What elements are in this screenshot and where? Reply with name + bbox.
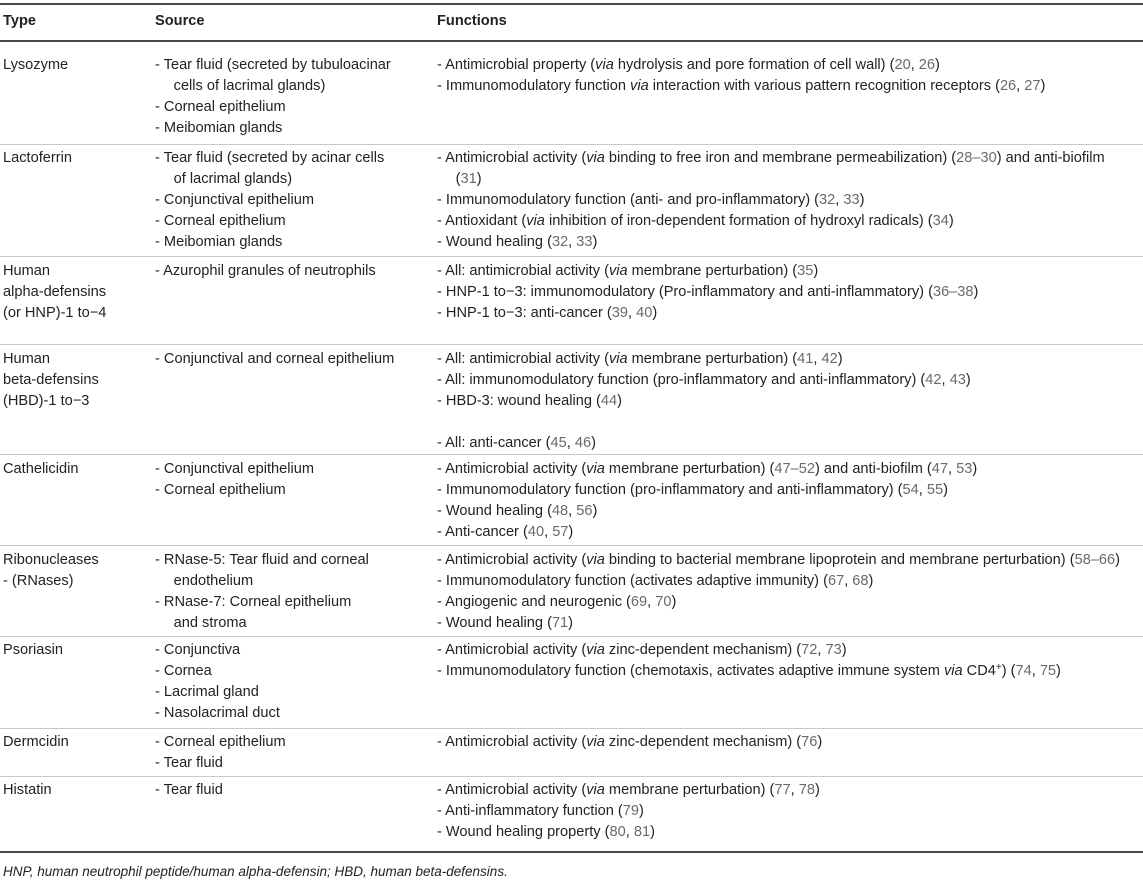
text-span: , [941, 372, 950, 388]
cell-line [437, 232, 1140, 253]
cell-line: alpha-defensins [3, 284, 107, 300]
text-span: - Immunomodulatory function (activates adaptive immunity) ( [437, 573, 828, 589]
cell-line: - RNase-5: Tear fluid and corneal [155, 552, 369, 568]
cell-line [437, 522, 1140, 543]
cell-line [437, 190, 1140, 211]
cell-line: - (RNases) [3, 573, 74, 589]
text-span: membrane perturbation) ( [604, 782, 775, 798]
table-footnote: HNP, human neutrophil peptide/human alpha-defensin; HBD, human beta-defensins. [3, 864, 508, 879]
citation-ref: 42 [925, 372, 942, 388]
cell-line: - RNase-7: Corneal epithelium [155, 594, 352, 610]
text-span: interaction with various pattern recognition receptors ( [648, 78, 1000, 94]
citation-ref: 20 [894, 57, 911, 73]
text-span: , [918, 482, 927, 498]
cell-line [437, 55, 1140, 76]
text-span: - Immunomodulatory function [437, 78, 631, 94]
italic-text: via [586, 734, 605, 750]
cell-line: and stroma [155, 615, 247, 631]
cell-line: - Lacrimal gland [155, 684, 259, 700]
cell-line: - Conjunctival epithelium [155, 192, 314, 208]
text-span: - Anti-inflammatory function ( [437, 803, 623, 819]
cell-line: - Conjunctival epithelium [155, 461, 314, 477]
citation-ref: 80 [609, 824, 626, 840]
text-span: zinc-dependent mechanism) ( [604, 734, 802, 750]
cell-line [437, 370, 1140, 391]
cell-source [155, 55, 425, 139]
cell-line: - Tear fluid (secreted by acinar cells [155, 150, 385, 166]
header-source: Source [155, 13, 205, 29]
row-divider [0, 776, 1143, 777]
text-span: ) [568, 615, 574, 631]
citation-ref: 26 [999, 78, 1017, 94]
citation-ref: 67 [827, 573, 845, 589]
text-span: ) [592, 234, 598, 250]
citation-ref: 26 [918, 57, 936, 73]
text-span: , [544, 524, 553, 540]
cell-functions [437, 780, 1140, 843]
text-span: - HBD-3: wound healing ( [437, 393, 601, 409]
cell-line: Histatin [3, 782, 52, 798]
text-span: ) [671, 594, 677, 610]
citation-ref: 68 [852, 573, 869, 589]
cell-line: - Corneal epithelium [155, 482, 286, 498]
cell-line [437, 433, 1140, 454]
citation-ref: 56 [576, 503, 593, 519]
citation-ref: 46 [574, 435, 592, 451]
text-span: membrane perturbation) ( [627, 351, 798, 367]
cell-line [437, 480, 1140, 501]
italic-text: via [595, 57, 614, 73]
text-span: , [1016, 78, 1025, 94]
citation-ref: 75 [1039, 663, 1057, 679]
cell-line: beta-defensins [3, 372, 99, 388]
cell-line: - Conjunctival and corneal epithelium [155, 351, 395, 367]
citation-ref: 47 [931, 461, 949, 477]
cell-line: (or HNP)-1 to−4 [3, 305, 107, 321]
text-span: inhibition of iron-dependent formation of hydroxyl radicals) ( [544, 213, 933, 229]
citation-ref: 77 [774, 782, 791, 798]
text-span: ) [868, 573, 874, 589]
citation-ref: 72 [801, 642, 818, 658]
text-span: CD4 [962, 663, 996, 679]
text-span: - Wound healing ( [437, 234, 552, 250]
text-span: , [817, 642, 826, 658]
text-span: zinc-dependent mechanism) ( [604, 642, 802, 658]
citation-ref: 70 [655, 594, 672, 610]
cell-line [437, 640, 1140, 661]
cell-type [3, 550, 143, 592]
row-divider [0, 545, 1143, 546]
text-span: - Antimicrobial activity ( [437, 734, 587, 750]
cell-type [3, 55, 143, 76]
cell-line: - Tear fluid [155, 782, 223, 798]
text-span: - HNP-1 to−3: immunomodulatory (Pro-inflammatory and anti-inflammatory) ( [437, 284, 933, 300]
row-divider [0, 256, 1143, 257]
row-divider [0, 454, 1143, 455]
citation-ref: 71 [551, 615, 569, 631]
cell-source [155, 732, 425, 774]
text-span: ) [972, 461, 978, 477]
cell-line [437, 801, 1140, 822]
cell-line: - Conjunctiva [155, 642, 241, 658]
cell-line [437, 391, 1140, 412]
cell-line [437, 732, 1140, 753]
text-span: , [568, 503, 577, 519]
text-span: , [647, 594, 656, 610]
cell-line: - Corneal epithelium [155, 213, 286, 229]
italic-text: via [943, 663, 963, 679]
cell-line: endothelium [155, 573, 254, 589]
text-span: - Wound healing property ( [437, 824, 610, 840]
italic-text: via [586, 782, 605, 798]
cell-line: - Corneal epithelium [155, 99, 286, 115]
citation-ref: 41 [797, 351, 814, 367]
citation-ref: 40 [527, 524, 545, 540]
text-span: - Immunomodulatory function (anti- and pro-inflammatory) ( [437, 192, 820, 208]
citation-ref: 78 [798, 782, 815, 798]
italic-text: via [586, 461, 605, 477]
text-span: ) [638, 803, 644, 819]
text-span: ) [1115, 552, 1121, 568]
text-span: ) ( [1001, 663, 1016, 679]
italic-text: via [608, 351, 628, 367]
text-span: ) and anti-biofilm [996, 150, 1105, 166]
citation-ref: 73 [825, 642, 842, 658]
superscript: + [995, 662, 1002, 673]
citation-ref: 34 [932, 213, 949, 229]
text-span: ) [948, 213, 954, 229]
cell-line: - Corneal epithelium [155, 734, 286, 750]
citation-ref: 47–52 [774, 461, 815, 477]
text-span: ) [935, 57, 940, 73]
cell-line: Lactoferrin [3, 150, 72, 166]
cell-source [155, 148, 425, 253]
row-divider [0, 728, 1143, 729]
citation-ref: 44 [600, 393, 618, 409]
text-span: ) [1056, 663, 1061, 679]
text-span: , [910, 57, 919, 73]
text-span: membrane perturbation) ( [604, 461, 775, 477]
text-span: ) [814, 782, 820, 798]
cell-source [155, 550, 425, 634]
cell-line [437, 613, 1140, 634]
text-span: , [790, 782, 799, 798]
cell-functions [437, 550, 1140, 634]
cell-type [3, 148, 143, 169]
cell-line: - Cornea [155, 663, 212, 679]
cell-functions [437, 55, 1140, 97]
cell-line [437, 211, 1140, 232]
cell-line: - Tear fluid [155, 755, 223, 771]
cell-line: Human [3, 351, 51, 367]
text-span: ) [617, 393, 622, 409]
text-span: , [835, 192, 844, 208]
text-span: - Angiogenic and neurogenic ( [437, 594, 631, 610]
citation-ref: 48 [551, 503, 569, 519]
citation-ref: 32 [551, 234, 569, 250]
citation-ref: 57 [552, 524, 569, 540]
cell-functions [437, 261, 1140, 324]
cell-source [155, 261, 425, 282]
text-span: binding to free iron and membrane permeabilization) ( [604, 150, 957, 166]
text-span: , [813, 351, 822, 367]
cell-line: Psoriasin [3, 642, 64, 658]
cell-line: Dermcidin [3, 734, 69, 750]
text-span: binding to bacterial membrane lipoprotein and membrane perturbation) ( [604, 552, 1075, 568]
cell-line: - Meibomian glands [155, 120, 283, 136]
citation-ref: 32 [819, 192, 836, 208]
citation-ref: 27 [1024, 78, 1041, 94]
header-type: Type [3, 13, 36, 29]
text-span: , [625, 824, 634, 840]
cell-line [437, 661, 1140, 682]
cell-functions [437, 148, 1140, 253]
italic-text: via [630, 78, 649, 94]
italic-text: via [586, 552, 605, 568]
text-span: ( [437, 171, 461, 187]
text-span: ) [650, 824, 655, 840]
cell-line [437, 282, 1140, 303]
citation-ref: 28–30 [956, 150, 997, 166]
text-span: membrane perturbation) ( [627, 263, 798, 279]
text-span: ) [476, 171, 482, 187]
citation-ref: 45 [550, 435, 567, 451]
text-span: ) [965, 372, 971, 388]
citation-ref: 69 [630, 594, 648, 610]
citation-ref: 31 [460, 171, 477, 187]
cell-type [3, 459, 143, 480]
citation-ref: 42 [821, 351, 838, 367]
text-span: , [568, 234, 577, 250]
text-span: ) [859, 192, 865, 208]
cell-line [437, 592, 1140, 613]
text-span: - All: antimicrobial activity ( [437, 263, 609, 279]
citation-ref: 53 [956, 461, 973, 477]
text-span: - All: anti-cancer ( [437, 435, 551, 451]
citation-ref: 81 [633, 824, 651, 840]
text-span: ) [592, 503, 598, 519]
cell-line: Lysozyme [3, 57, 69, 73]
cell-line [437, 822, 1140, 843]
citation-ref: 33 [576, 234, 593, 250]
text-span: - HNP-1 to−3: anti-cancer ( [437, 305, 612, 321]
citation-ref: 79 [622, 803, 639, 819]
cell-line [437, 261, 1140, 282]
citation-ref: 76 [801, 734, 818, 750]
text-span: - Wound healing ( [437, 503, 552, 519]
cell-functions [437, 640, 1140, 682]
row-divider [0, 144, 1143, 145]
cell-line [437, 550, 1140, 571]
cell-source [155, 349, 425, 370]
text-span: ) [1040, 78, 1046, 94]
cell-line: of lacrimal glands) [155, 171, 293, 187]
cell-line [437, 501, 1140, 522]
citation-ref: 58–66 [1074, 552, 1116, 568]
cell-type [3, 349, 143, 412]
text-span: ) [973, 284, 979, 300]
text-span: hydrolysis and pore formation of cell wall) ( [613, 57, 895, 73]
cell-line: - Nasolacrimal duct [155, 705, 280, 721]
table-bottom-rule [0, 851, 1143, 853]
cell-line [437, 349, 1140, 370]
citation-ref: 54 [902, 482, 919, 498]
cell-line [437, 303, 1140, 324]
text-span: ) [837, 351, 843, 367]
cell-functions [437, 459, 1140, 543]
cell-line [437, 76, 1140, 97]
cell-type [3, 780, 143, 801]
cell-functions [437, 732, 1140, 753]
cell-line [437, 459, 1140, 480]
cell-line [437, 780, 1140, 801]
text-span: - Antioxidant ( [437, 213, 527, 229]
text-span: ) [841, 642, 847, 658]
citation-ref: 33 [843, 192, 860, 208]
cell-line: Cathelicidin [3, 461, 79, 477]
italic-text: via [586, 642, 605, 658]
text-span: - Antimicrobial activity ( [437, 782, 587, 798]
text-span: - Immunomodulatory function (chemotaxis, activates adaptive immune system [437, 663, 944, 679]
cell-line [437, 169, 1140, 190]
cell-line: Ribonucleases [3, 552, 99, 568]
citation-ref: 74 [1015, 663, 1032, 679]
text-span: - Antimicrobial activity ( [437, 552, 587, 568]
italic-text: via [526, 213, 545, 229]
text-span: , [1031, 663, 1040, 679]
cell-source [155, 459, 425, 501]
cell-functions [437, 349, 1140, 454]
cell-type [3, 261, 143, 324]
header-functions: Functions [437, 13, 507, 29]
text-span: - Anti-cancer ( [437, 524, 528, 540]
cell-line: - Tear fluid (secreted by tubuloacinar [155, 57, 391, 73]
text-span: ) [813, 263, 819, 279]
cell-type [3, 640, 143, 661]
text-span: ) [652, 305, 658, 321]
citation-ref: 35 [797, 263, 814, 279]
text-span: - All: immunomodulatory function (pro-inflammatory and anti-inflammatory) ( [437, 372, 926, 388]
citation-ref: 36–38 [932, 284, 974, 300]
text-span: - Antimicrobial activity ( [437, 461, 587, 477]
text-span: ) [568, 524, 574, 540]
text-span: - Wound healing ( [437, 615, 552, 631]
text-span: , [628, 305, 637, 321]
citation-ref: 43 [949, 372, 966, 388]
row-divider [0, 344, 1143, 345]
cell-source [155, 780, 425, 801]
text-span: ) [817, 734, 823, 750]
cell-type [3, 732, 143, 753]
text-span: - Immunomodulatory function (pro-inflammatory and anti-inflammatory) ( [437, 482, 903, 498]
cell-line: - Azurophil granules of neutrophils [155, 263, 376, 279]
cell-line: - Meibomian glands [155, 234, 283, 250]
italic-text: via [608, 263, 628, 279]
cell-line [437, 148, 1140, 169]
citation-ref: 55 [926, 482, 944, 498]
cell-line: (HBD)-1 to−3 [3, 393, 90, 409]
citation-ref: 39 [611, 305, 629, 321]
text-span: - Antimicrobial activity ( [437, 642, 587, 658]
text-span: ) and anti-biofilm ( [815, 461, 932, 477]
cell-line [437, 412, 1140, 433]
cell-line [437, 571, 1140, 592]
italic-text: via [586, 150, 605, 166]
cell-line: cells of lacrimal glands) [155, 78, 326, 94]
cell-source [155, 640, 425, 724]
row-divider [0, 636, 1143, 637]
text-span: - Antimicrobial activity ( [437, 150, 587, 166]
text-span: ) [591, 435, 596, 451]
text-span: ) [943, 482, 948, 498]
text-span: , [566, 435, 575, 451]
text-span: , [948, 461, 957, 477]
text-span: , [844, 573, 853, 589]
text-span: - All: antimicrobial activity ( [437, 351, 609, 367]
cell-line: Human [3, 263, 51, 279]
text-span: - Antimicrobial property ( [437, 57, 596, 73]
citation-ref: 40 [636, 305, 653, 321]
